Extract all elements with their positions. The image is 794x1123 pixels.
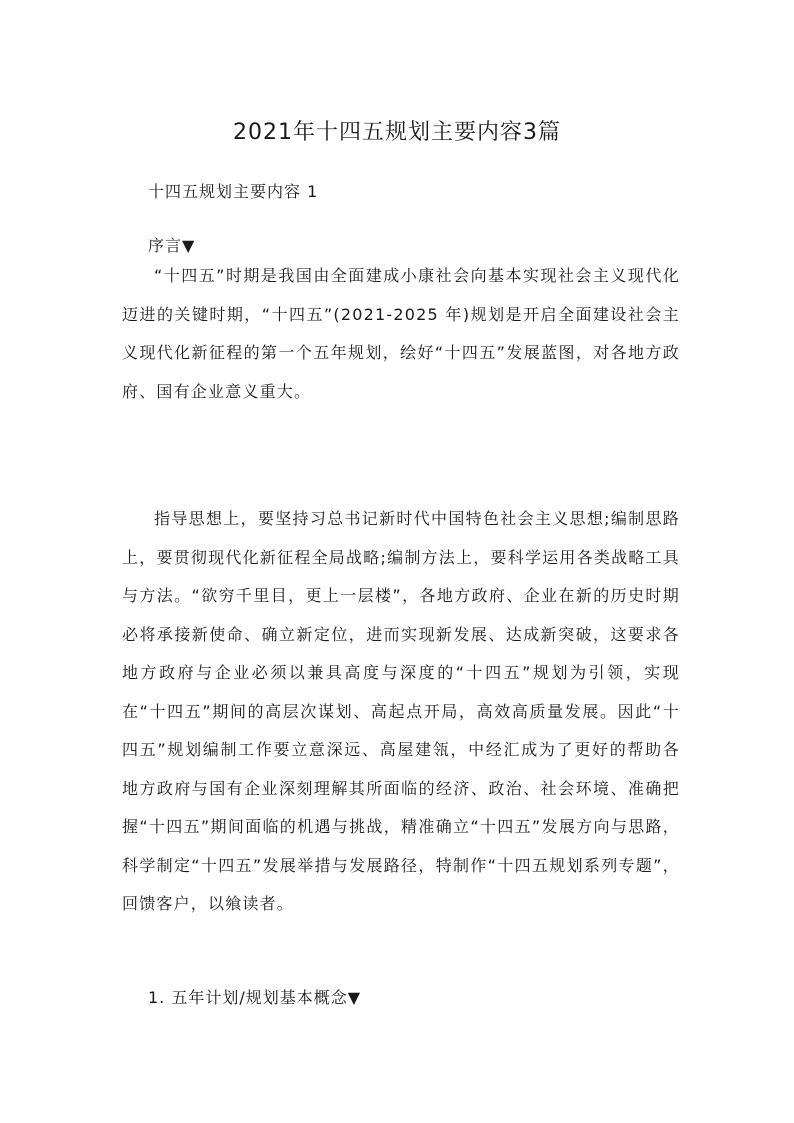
section-heading: 十四五规划主要内容 1: [148, 182, 319, 201]
paragraph-intro: “十四五”时期是我国由全面建成小康社会向基本实现社会主义现代化迈进的关键时期，“十四五”(2021-2025 年)规划是开启全面建设社会主义现代化新征程的第一个五年规划，绘好“十四五”发展蓝图，对各地方政府、国有企业意义重大。: [122, 266, 680, 401]
paragraph-guiding-ideology: 指导思想上，要坚持习总书记新时代中国特色社会主义思想;编制思路上，要贯彻现代化新征程全局战略;编制方法上，要科学运用各类战略工具与方法。“欲穷千里目，更上一层楼”，各地方政府、企业在新的历史时期必将承接新使命、确立新定位，进而实现新发展、达成新突破，这要求各地方政府与企业必须以兼具高度与深度的“十四五”规划为引领，实现在“十四五”期间的高层次谋划、高起点开局，高效高质量发展。因此“十四五”规划编制工作要立意深远、高屋建瓴，中经汇成为了更好的帮助各地方政府与国有企业深刻理解其所面临的经济、政治、社会环境、准确把握“十四五”期间面临的机遇与挑战，精准确立“十四五”发展方向与思路，科学制定“十四五”发展举措与发展路径，特制作“十四五规划系列专题”，回馈客户，以飨读者。: [122, 509, 680, 913]
document-title: 2021年十四五规划主要内容3篇: [233, 120, 561, 145]
subheading-basic-concept: 1. 五年计划/规划基本概念▼: [148, 988, 362, 1007]
preface-heading: 序言▼: [148, 236, 196, 255]
